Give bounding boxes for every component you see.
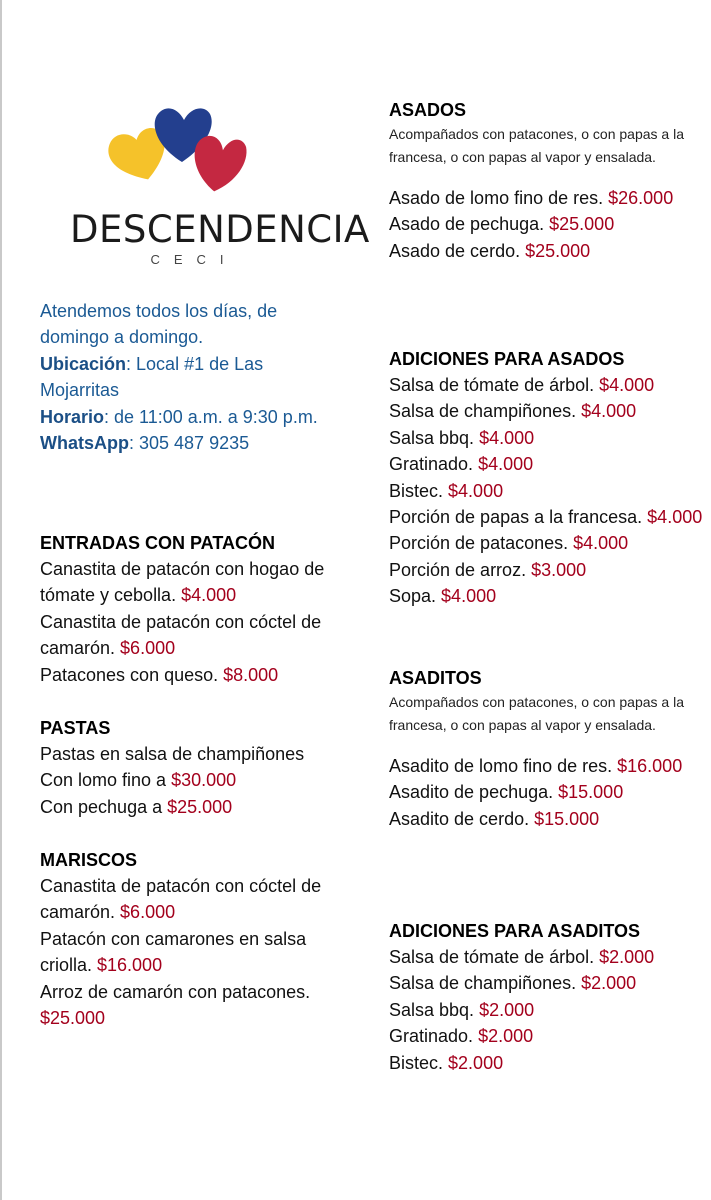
menu-item-name: Asado de cerdo. bbox=[389, 240, 526, 261]
menu-item-name: Sopa. bbox=[389, 586, 442, 607]
menu-item-price: $2.000 bbox=[478, 1026, 534, 1047]
menu-item-name: Con lomo fino a bbox=[40, 770, 172, 791]
brand-name: DESCENDENCIA bbox=[70, 208, 370, 251]
menu-item-price: $4.000 bbox=[478, 454, 534, 475]
menu-item-name: Arroz de camarón con patacones. bbox=[40, 981, 311, 1002]
menu-item-price: $4.000 bbox=[181, 585, 237, 606]
location-value: : Local #1 de Las Mojarritas bbox=[40, 353, 264, 401]
item-list bbox=[40, 873, 360, 1031]
menu-item bbox=[389, 530, 709, 556]
info-location bbox=[40, 351, 340, 404]
menu-item-name: Asadito de lomo fino de res. bbox=[389, 756, 618, 776]
menu-item-price: $4.000 bbox=[573, 533, 629, 554]
whatsapp-value: : 305 487 9235 bbox=[129, 433, 250, 454]
menu-item bbox=[389, 557, 709, 583]
menu-item-name: Con pechuga a bbox=[40, 796, 168, 817]
menu-item bbox=[389, 451, 709, 477]
menu-item bbox=[40, 979, 360, 1032]
menu-item-price: $2.000 bbox=[448, 1052, 504, 1073]
menu-item-name: Asado de lomo fino de res. bbox=[389, 188, 609, 208]
menu-item-name: Canastita de patacón con cóctel de camarón. bbox=[40, 876, 322, 923]
menu-item bbox=[389, 1050, 709, 1076]
menu-item-name: Patacones con queso. bbox=[40, 664, 224, 685]
menu-item-price: $26.000 bbox=[608, 188, 674, 208]
menu-item-name: Salsa de tómate de árbol. bbox=[389, 375, 600, 395]
section-title: ENTRADAS CON PATACÓN bbox=[40, 533, 275, 553]
info-block bbox=[40, 298, 340, 456]
section-title: PASTAS bbox=[40, 718, 111, 738]
item-list bbox=[40, 741, 360, 820]
section-mariscos bbox=[40, 847, 360, 1031]
menu-item-name: Patacón con camarones en salsa criolla. bbox=[40, 928, 307, 976]
menu-item-price: $4.000 bbox=[581, 401, 637, 422]
menu-item-price: $25.000 bbox=[525, 240, 591, 261]
menu-item-name: Bistec. bbox=[389, 480, 449, 501]
section-pastas bbox=[40, 715, 360, 820]
section-asaditos bbox=[389, 665, 709, 832]
menu-item bbox=[389, 372, 709, 398]
section-adiciones-asados bbox=[389, 346, 709, 610]
menu-item-price: $6.000 bbox=[120, 902, 176, 923]
menu-item bbox=[40, 794, 360, 820]
menu-item bbox=[389, 1023, 709, 1049]
brand-logo bbox=[70, 100, 370, 270]
menu-item bbox=[40, 873, 360, 926]
menu-item-price: $4.000 bbox=[479, 427, 535, 448]
menu-item-name: Gratinado. bbox=[389, 1026, 479, 1047]
menu-item-price: $4.000 bbox=[441, 586, 497, 607]
menu-item-name: Salsa bbq. bbox=[389, 999, 480, 1020]
section-entradas bbox=[40, 530, 360, 688]
menu-item bbox=[40, 556, 360, 609]
section-title: ASADITOS bbox=[389, 668, 482, 688]
item-list bbox=[389, 185, 709, 264]
section-title: ADICIONES PARA ASADITOS bbox=[389, 921, 641, 941]
menu-item-name: Asado de pechuga. bbox=[389, 214, 550, 235]
menu-item-price: $25.000 bbox=[549, 214, 615, 235]
menu-item bbox=[389, 238, 709, 264]
menu-item-name: Porción de patacones. bbox=[389, 533, 574, 554]
whatsapp-label: WhatsApp bbox=[40, 433, 129, 454]
section-title: ASADOS bbox=[389, 100, 467, 120]
menu-item-price: $15.000 bbox=[534, 808, 600, 829]
hours-value: : de 11:00 a.m. a 9:30 p.m. bbox=[104, 406, 318, 427]
menu-item-price: $4.000 bbox=[599, 375, 655, 395]
menu-item bbox=[389, 583, 709, 609]
menu-item bbox=[389, 970, 709, 996]
item-list bbox=[389, 372, 709, 610]
menu-item bbox=[389, 806, 709, 832]
menu-item bbox=[40, 609, 360, 662]
hearts-icon bbox=[70, 100, 302, 210]
section-adiciones-asaditos bbox=[389, 918, 709, 1076]
info-hours bbox=[40, 404, 340, 430]
menu-item-price: $4.000 bbox=[647, 507, 703, 528]
menu-item bbox=[389, 478, 709, 504]
menu-item-price: $6.000 bbox=[120, 638, 176, 659]
menu-item-price: $8.000 bbox=[223, 664, 279, 685]
menu-item bbox=[40, 767, 360, 793]
section-title: ADICIONES PARA ASADOS bbox=[389, 349, 625, 369]
menu-item-price: $4.000 bbox=[448, 480, 504, 501]
item-list bbox=[389, 944, 709, 1076]
menu-item-price: $2.000 bbox=[599, 947, 655, 967]
menu-item bbox=[389, 211, 709, 237]
menu-item bbox=[389, 753, 709, 779]
menu-item-price: $2.000 bbox=[581, 973, 637, 994]
section-note: Acompañados con patacones, o con papas a la francesa, o con papas al vapor y ensalada. bbox=[389, 694, 684, 733]
menu-item bbox=[389, 398, 709, 424]
menu-item-name: Asadito de cerdo. bbox=[389, 808, 535, 829]
menu-item-price: $25.000 bbox=[167, 796, 233, 817]
menu-item-name: Salsa bbq. bbox=[389, 427, 480, 448]
menu-item-name: Porción de papas a la francesa. bbox=[389, 507, 648, 528]
menu-item-name: Pastas en salsa de champiñones bbox=[40, 744, 305, 764]
section-title: MARISCOS bbox=[40, 850, 138, 870]
menu-item-name: Bistec. bbox=[389, 1052, 449, 1073]
menu-item-price: $2.000 bbox=[479, 999, 535, 1020]
menu-item-name: Asadito de pechuga. bbox=[389, 782, 559, 803]
menu-item-name: Canastita de patacón con hogao de tómate y cebolla. bbox=[40, 559, 325, 606]
menu-item bbox=[40, 741, 360, 767]
menu-item-name: Canastita de patacón con cóctel de camarón. bbox=[40, 611, 322, 659]
info-whatsapp bbox=[40, 430, 340, 456]
menu-item bbox=[40, 926, 360, 979]
menu-item-name: Porción de arroz. bbox=[389, 559, 532, 580]
section-asados bbox=[389, 97, 709, 264]
menu-item-name: Salsa de champiñones. bbox=[389, 973, 582, 994]
hours-label: Horario bbox=[40, 406, 105, 427]
menu-item bbox=[389, 997, 709, 1023]
page-border bbox=[0, 0, 2, 1200]
menu-item-price: $16.000 bbox=[617, 756, 683, 776]
menu-item bbox=[389, 779, 709, 805]
item-list bbox=[40, 556, 360, 688]
info-intro: Atendemos todos los días, de domingo a domingo. bbox=[40, 301, 278, 348]
menu-item bbox=[389, 944, 709, 970]
menu-item-price: $25.000 bbox=[40, 1008, 106, 1029]
menu-item-price: $3.000 bbox=[531, 559, 587, 580]
menu-item bbox=[40, 662, 360, 688]
menu-item bbox=[389, 504, 709, 530]
menu-item bbox=[389, 425, 709, 451]
menu-item-price: $15.000 bbox=[558, 782, 624, 803]
menu-item bbox=[389, 185, 709, 211]
menu-item-name: Salsa de champiñones. bbox=[389, 401, 582, 422]
location-label: Ubicación bbox=[40, 353, 127, 374]
item-list bbox=[389, 753, 709, 832]
menu-item-name: Gratinado. bbox=[389, 454, 479, 475]
menu-item-name: Salsa de tómate de árbol. bbox=[389, 947, 600, 967]
section-note: Acompañados con patacones, o con papas a la francesa, o con papas al vapor y ensalada. bbox=[389, 126, 684, 165]
brand-subtitle: CECI bbox=[150, 252, 238, 267]
menu-item-price: $16.000 bbox=[97, 955, 163, 976]
menu-item-price: $30.000 bbox=[171, 770, 237, 791]
